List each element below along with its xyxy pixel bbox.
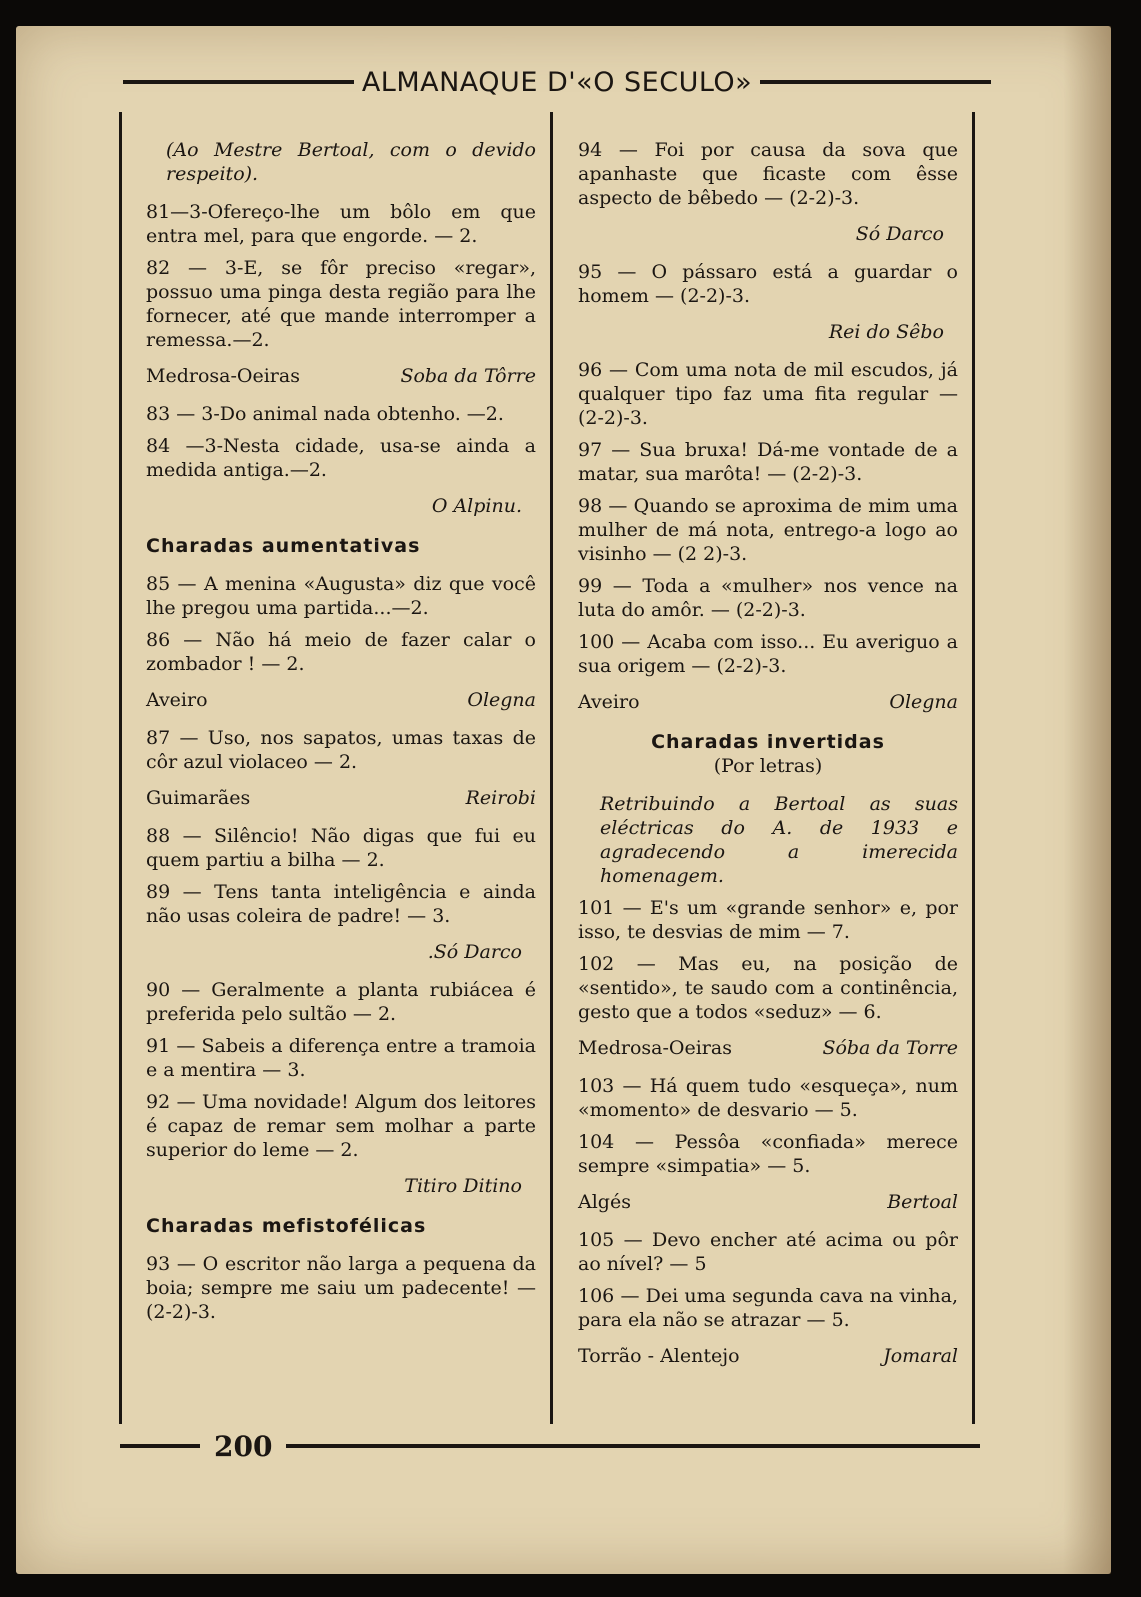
page-spine-shadow <box>1063 26 1111 1574</box>
signature-place: Aveiro <box>146 689 208 711</box>
signature-place: Aveiro <box>578 691 640 713</box>
item-90: 90 — Geralmente a planta rubiácea é preferida pelo sultão — 2. <box>146 979 536 1025</box>
item-94: 94 — Foi por causa da sova que apanhaste que ficaste com êsse aspecto de bêbedo — (2-2)-3. <box>578 139 958 209</box>
signature-so-darco-2 <box>578 222 958 246</box>
header-rule-left <box>123 80 354 84</box>
item-86: 86 — Não há meio de fazer calar o zombador ! — 2. <box>146 629 536 675</box>
section-heading-invertidas: Charadas invertidas <box>651 731 885 753</box>
signature-author: Olegna <box>889 691 958 713</box>
signature-medrosa-oeiras-2 <box>578 1036 958 1060</box>
signature-place: Guimarães <box>146 787 251 809</box>
signature-place: Medrosa-Oeiras <box>146 365 300 387</box>
header-title: ALMANAQUE D'«O SECULO» <box>361 66 753 98</box>
signature-place: Algés <box>578 1191 631 1213</box>
item-105: 105 — Devo encher até acima ou pôr ao nível? — 5 <box>578 1229 958 1275</box>
item-88: 88 — Silêncio! Não digas que fui eu quem partiu a bilha — 2. <box>146 825 536 871</box>
signature-author: Jomaral <box>883 1345 958 1367</box>
signature-rei-do-sebo <box>578 320 958 344</box>
item-106: 106 — Dei uma segunda cava na vinha, para ela não se atrazar — 5. <box>578 1285 958 1331</box>
column-divider-line <box>550 112 553 1424</box>
header-rule-right <box>760 80 991 84</box>
item-98: 98 — Quando se aproxima de mim uma mulher de má nota, entrego-a logo ao visinho — (2 2)-3. <box>578 495 958 565</box>
left-column <box>146 138 536 1332</box>
signature-author: Só Darco <box>855 223 944 245</box>
dedication-note: Retribuindo a Bertoal as suas eléctricas do A. de 1933 e agradecendo a imerecida homenagem. <box>600 793 958 887</box>
section-heading-mefistofelicas: Charadas mefistofélicas <box>146 1215 427 1237</box>
signature-guimaraes <box>146 786 536 810</box>
item-96: 96 — Com uma nota de mil escudos, já qualquer tipo faz uma fita regular — (2-2)-3. <box>578 359 958 429</box>
right-column <box>578 138 958 1382</box>
signature-author: .Só Darco <box>427 941 522 963</box>
item-95: 95 — O pássaro está a guardar o homem — (2-2)-3. <box>578 261 958 307</box>
item-91: 91 — Sabeis a diferença entre a tramoia e a mentira — 3. <box>146 1035 536 1081</box>
signature-author: Titiro Ditino <box>404 1175 522 1197</box>
signature-place: Medrosa-Oeiras <box>578 1037 732 1059</box>
signature-alges <box>578 1190 958 1214</box>
section-subtitle-por-letras: (Por letras) <box>713 755 823 777</box>
page-header <box>123 62 991 102</box>
item-84: 84 —3-Nesta cidade, usa-se ainda a medida antiga.—2. <box>146 435 536 481</box>
signature-author: Rei do Sêbo <box>828 321 944 343</box>
signature-aveiro-2 <box>578 690 958 714</box>
left-intro-dedication: (Ao Mestre Bertoal, com o devido respeito). <box>166 139 536 185</box>
signature-place: Torrão - Alentejo <box>578 1345 740 1367</box>
item-97: 97 — Sua bruxa! Dá-me vontade de a matar, sua marôta! — (2-2)-3. <box>578 439 958 485</box>
item-87: 87 — Uso, nos sapatos, umas taxas de côr azul violaceo — 2. <box>146 727 536 773</box>
item-81: 81—3-Ofereço-lhe um bôlo em que entra mel, para que engorde. — 2. <box>146 201 536 247</box>
item-92: 92 — Uma novidade! Algum dos leitores é capaz de remar sem molhar a parte superior do leme — 2. <box>146 1091 536 1161</box>
item-103: 103 — Há quem tudo «esqueça», num «momento» de desvario — 5. <box>578 1075 958 1121</box>
page-footer <box>120 1428 980 1464</box>
signature-author: Bertoal <box>887 1191 958 1213</box>
page-number: 200 <box>214 1429 273 1463</box>
item-99: 99 — Toda a «mulher» nos vence na luta do amôr. — (2-2)-3. <box>578 575 958 621</box>
footer-rule-right <box>286 1444 980 1448</box>
signature-medrosa-oeiras <box>146 364 536 388</box>
signature-author: Reirobi <box>465 787 536 809</box>
signature-o-alpinu <box>146 494 536 518</box>
item-89: 89 — Tens tanta inteligência e ainda não usas coleira de padre! — 3. <box>146 881 536 927</box>
signature-torrao-alentejo <box>578 1344 958 1368</box>
signature-author: Sóba da Torre <box>822 1037 958 1059</box>
signature-author: Olegna <box>467 689 536 711</box>
footer-rule-left <box>120 1444 200 1448</box>
signature-author: O Alpinu. <box>431 495 522 517</box>
item-101: 101 — E's um «grande senhor» e, por isso, te desvias de mim — 7. <box>578 897 958 943</box>
item-100: 100 — Acaba com isso... Eu averiguo a sua origem — (2-2)-3. <box>578 631 958 677</box>
right-border-line <box>972 112 975 1424</box>
section-heading-aumentativas: Charadas aumentativas <box>146 535 421 557</box>
item-102: 102 — Mas eu, na posição de «sentido», te saudo com a continência, gesto que a todos «seduz» — 6. <box>578 953 958 1023</box>
signature-author: Soba da Tôrre <box>400 365 536 387</box>
item-104: 104 — Pessôa «confiada» merece sempre «simpatia» — 5. <box>578 1131 958 1177</box>
left-border-line <box>119 112 122 1424</box>
item-93: 93 — O escritor não larga a pequena da boia; sempre me saiu um padecente! — (2-2)-3. <box>146 1253 536 1323</box>
item-83: 83 — 3-Do animal nada obtenho. —2. <box>146 403 504 425</box>
signature-so-darco <box>146 940 536 964</box>
signature-aveiro <box>146 688 536 712</box>
item-85: 85 — A menina «Augusta» diz que você lhe pregou uma partida...—2. <box>146 573 536 619</box>
item-82: 82 — 3-E, se fôr preciso «regar», possuo uma pinga desta região para lhe fornecer, até que mande interromper a remessa.—2. <box>146 257 536 351</box>
signature-titiro-ditino <box>146 1174 536 1198</box>
